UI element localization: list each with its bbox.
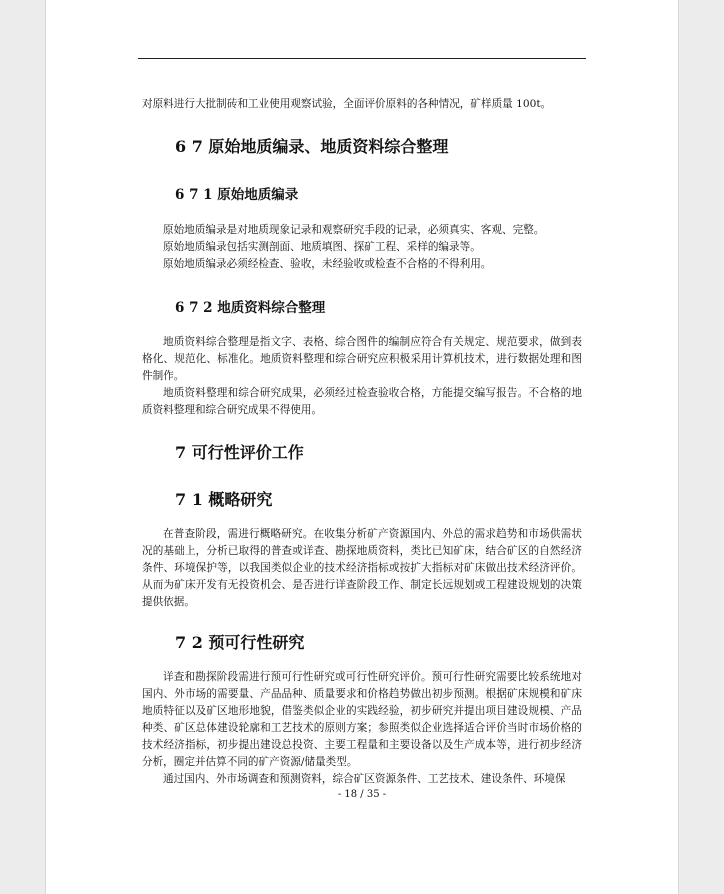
heading-6-7-1: 6 7 1 原始地质编录	[175, 187, 299, 203]
heading-7-1: 7 1 概略研究	[175, 490, 273, 509]
paragraph: 在普查阶段，需进行概略研究。在收集分析矿产资源国内、外总的需求趋势和市场供需状况的基础上，分析已取得的普查或详查、勘探地质资料，类比已知矿床，结合矿区的自然经济条件、环境保护等，以我国类似企业的技术经济指标或按扩大指标对矿床做出技术经济评价。从而为矿床开发有无投资机会、是否进行详查阶段工作、制定长远规划或工程建设规划的决策提供依据。	[142, 528, 582, 608]
section-7-1-body	[142, 526, 582, 611]
heading-6-7: 6 7 原始地质编录、地质资料综合整理	[175, 137, 449, 156]
paragraph: 原始地质编录必须经检查、验收，未经验收或检查不合格的不得利用。	[163, 258, 492, 270]
section-6-7-2-body	[142, 334, 582, 419]
heading-7: 7 可行性评价工作	[175, 443, 304, 462]
paragraph: 详查和勘探阶段需进行预可行性研究或可行性研究评价。预可行性研究需要比较系统地对国内、外市场的需要量、产品品种、质量要求和价格趋势做出初步预测。根据矿床规模和矿床地质特征以及矿区地形地貌，借鉴类似企业的实践经验，初步研究并提出项目建设规模、产品种类、矿区总体建设轮廓和工艺技术的原则方案；参照类似企业选择适合评价当时市场价格的技术经济指标，初步提出建设总投资、主要工程量和主要设备以及生产成本等，进行初步经济分析，圈定并估算不同的矿产资源/储量类型。	[142, 671, 582, 768]
document-page	[46, 0, 678, 894]
section-6-7-1-body	[142, 222, 582, 273]
page-number: - 18 / 35 -	[337, 789, 387, 800]
intro-paragraph	[142, 96, 582, 113]
heading-7-2: 7 2 预可行性研究	[175, 633, 305, 652]
intro-text: 对原料进行大批制砖和工业使用观察试验，全面评价原料的各种情况，矿样质量 100t。	[142, 98, 552, 110]
section-7-2-body	[142, 669, 582, 788]
paragraph: 通过国内、外市场调查和预测资料，综合矿区资源条件、工艺技术、建设条件、环境保	[163, 773, 566, 785]
paragraph: 地质资料综合整理是指文字、表格、综合图件的编制应符合有关规定、规范要求，做到表格化、规范化、标准化。地质资料整理和综合研究应积极采用计算机技术，进行数据处理和图件制作。	[142, 336, 582, 382]
heading-6-7-2: 6 7 2 地质资料综合整理	[175, 300, 326, 316]
paragraph: 地质资料整理和综合研究成果，必须经过检查验收合格，方能提交编写报告。不合格的地质资料整理和综合研究成果不得使用。	[142, 387, 582, 416]
paragraph: 原始地质编录包括实测剖面、地质填图、探矿工程、采样的编录等。	[163, 241, 481, 253]
header-rule	[138, 58, 586, 59]
paragraph: 原始地质编录是对地质现象记录和观察研究手段的记录，必须真实、客观、完整。	[163, 224, 545, 236]
